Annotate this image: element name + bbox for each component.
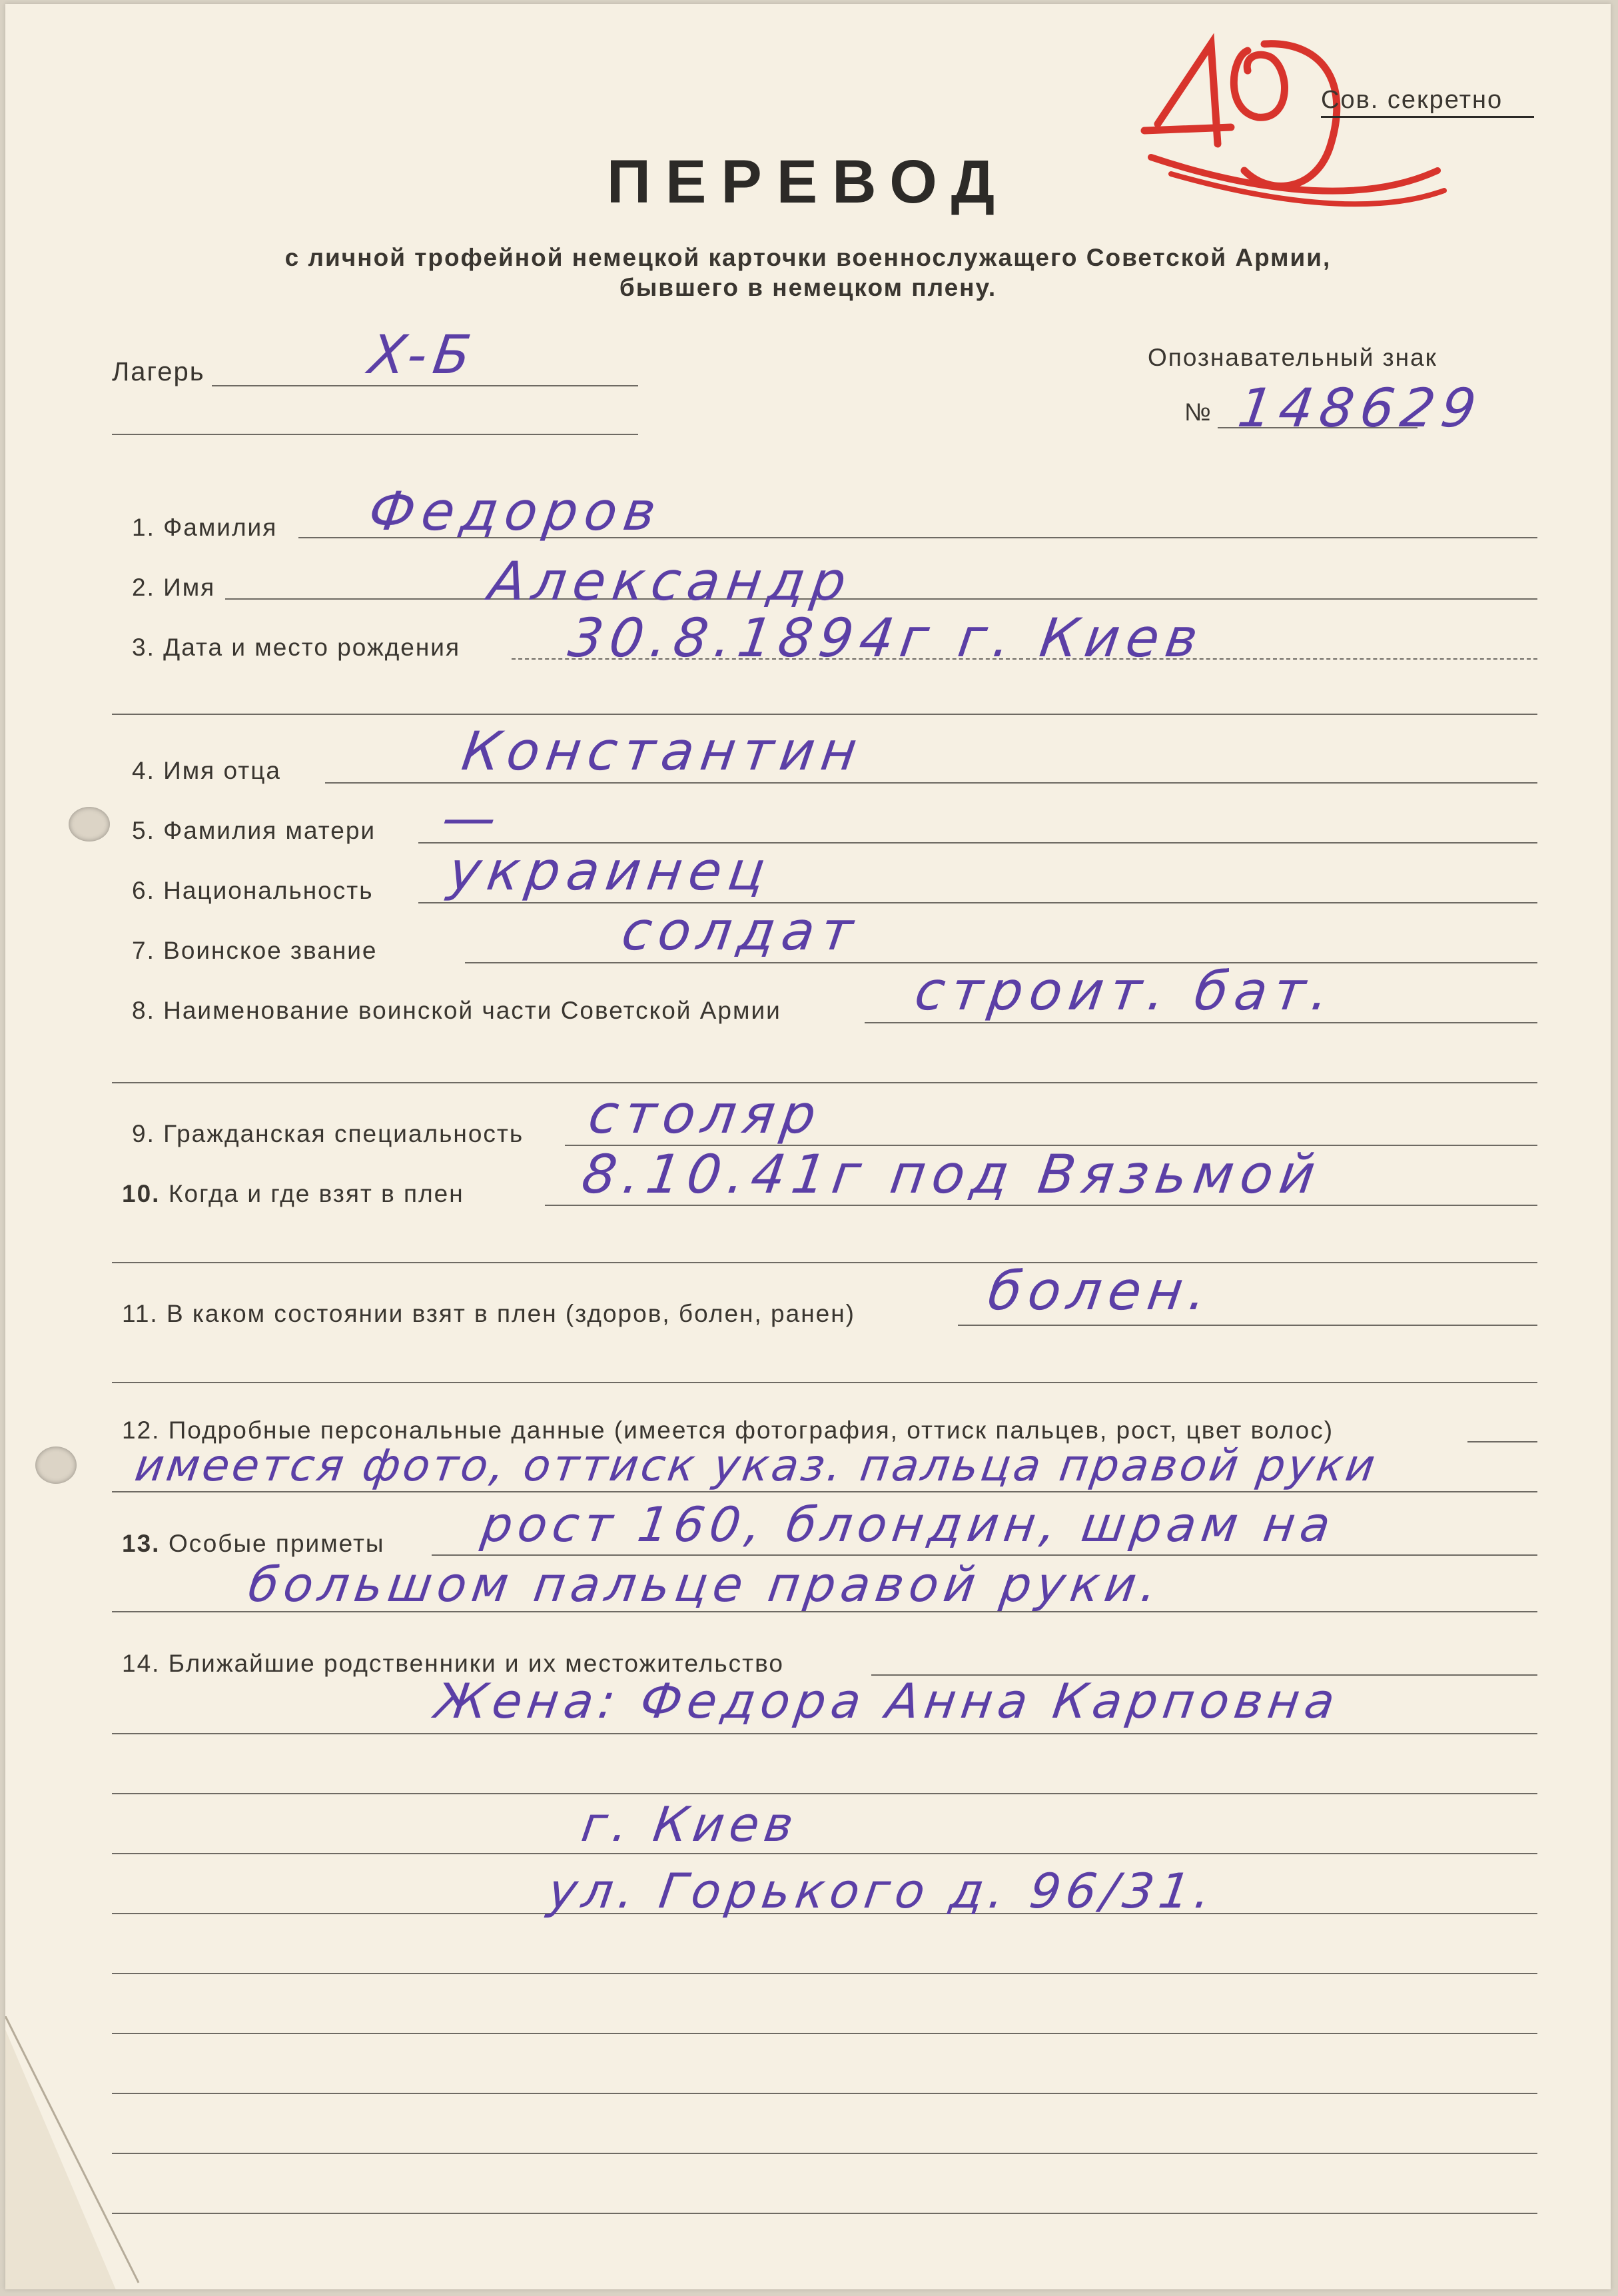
field-10-value: 8.10.41г под Вязьмой bbox=[578, 1143, 1326, 1205]
field-13-number: 13. bbox=[122, 1530, 161, 1557]
field-4-line bbox=[325, 782, 1537, 784]
field-2-value: Александр bbox=[485, 550, 857, 612]
blank-line-1 bbox=[112, 1973, 1537, 1974]
field-5-label: 5. Фамилия матери bbox=[132, 817, 376, 844]
document-title: ПЕРЕВОД bbox=[606, 148, 1010, 216]
id-tag-label: Опознавательный знак bbox=[1148, 344, 1437, 371]
secrecy-underline bbox=[1321, 116, 1534, 118]
field-9-label: 9. Гражданская специальность bbox=[132, 1120, 524, 1147]
field-8-line bbox=[865, 1022, 1537, 1023]
id-tag-no: № bbox=[1184, 398, 1212, 426]
field-14-value-3: ул. Горького д. 96/31. bbox=[545, 1863, 1220, 1919]
camp-label: Лагерь bbox=[112, 357, 205, 386]
field-14-line-3 bbox=[112, 1793, 1537, 1794]
field-11-line-2 bbox=[112, 1382, 1537, 1383]
field-5-value: — bbox=[438, 787, 508, 849]
field-12-label: 12. Подробные персональные данные (имеется фотография, оттиск пальцев, рост, цвет волос) bbox=[122, 1417, 1334, 1444]
field-14-value-2: г. Киев bbox=[578, 1796, 803, 1852]
field-2-label: 2. Имя bbox=[132, 574, 216, 601]
field-14-label: 14. Ближайшие родственники и их местожительство bbox=[122, 1650, 784, 1677]
field-6-value: украинец bbox=[445, 840, 776, 902]
field-4-label: 4. Имя отца bbox=[132, 757, 281, 784]
id-tag-value: 148629 bbox=[1234, 377, 1487, 439]
blank-line-5 bbox=[112, 2213, 1537, 2214]
field-12-line-2 bbox=[112, 1491, 1537, 1492]
field-13-label: Особые приметы bbox=[169, 1530, 385, 1557]
document-page bbox=[5, 4, 1611, 2289]
field-13-line bbox=[432, 1554, 1537, 1556]
field-3-line-2 bbox=[112, 714, 1537, 715]
field-13-value-2: большом пальце правой руки. bbox=[245, 1556, 1166, 1612]
field-11-value: болен. bbox=[985, 1260, 1218, 1322]
field-14-line-2 bbox=[112, 1733, 1537, 1734]
field-10-label: Когда и где взят в плен bbox=[169, 1180, 464, 1207]
field-1-label: 1. Фамилия bbox=[132, 514, 278, 541]
blank-line-3 bbox=[112, 2093, 1537, 2094]
field-10-number: 10. bbox=[122, 1180, 161, 1207]
field-11-label: 11. В каком состоянии взят в плен (здоров, болен, ранен) bbox=[122, 1300, 855, 1327]
punch-hole-top bbox=[69, 807, 110, 842]
field-8-value: строит. бат. bbox=[911, 960, 1340, 1022]
field-6-line bbox=[418, 902, 1537, 903]
field-14-value-1: Жена: Федора Анна Карповна bbox=[432, 1673, 1344, 1729]
blank-line-2 bbox=[112, 2033, 1537, 2034]
field-7-label: 7. Воинское звание bbox=[132, 937, 378, 964]
field-13-value-1: рост 160, блондин, шрам на bbox=[478, 1496, 1340, 1552]
field-10-line-2 bbox=[112, 1262, 1537, 1263]
field-1-value: Федоров bbox=[365, 480, 667, 542]
field-3-label: 3. Дата и место рождения bbox=[132, 634, 460, 661]
blank-line-4 bbox=[112, 2153, 1537, 2154]
field-7-value: солдат bbox=[618, 900, 864, 962]
field-3-value: 30.8.1894г г. Киев bbox=[565, 607, 1208, 669]
subtitle-line-1: с личной трофейной немецкой карточки военнослужащего Советской Армии, bbox=[284, 244, 1332, 271]
field-11-line bbox=[958, 1325, 1537, 1326]
punch-hole-bottom bbox=[35, 1446, 77, 1484]
field-12-line bbox=[1467, 1441, 1537, 1442]
field-6-label: 6. Национальность bbox=[132, 877, 374, 904]
field-2-line bbox=[225, 598, 1537, 600]
field-12-value: имеется фото, оттиск указ. пальца правой руки bbox=[132, 1440, 1381, 1491]
secrecy-label: Сов. секретно bbox=[1321, 86, 1503, 114]
camp-line-2 bbox=[112, 434, 638, 435]
field-14-line-4 bbox=[112, 1853, 1537, 1854]
camp-value: X-Б bbox=[365, 324, 482, 386]
field-9-value: столяр bbox=[585, 1083, 827, 1145]
folded-corner bbox=[5, 2016, 152, 2289]
field-8-label: 8. Наименование воинской части Советской Армии bbox=[132, 997, 781, 1024]
field-4-value: Константин bbox=[458, 720, 867, 782]
subtitle-line-2: бывшего в немецком плену. bbox=[619, 274, 997, 301]
